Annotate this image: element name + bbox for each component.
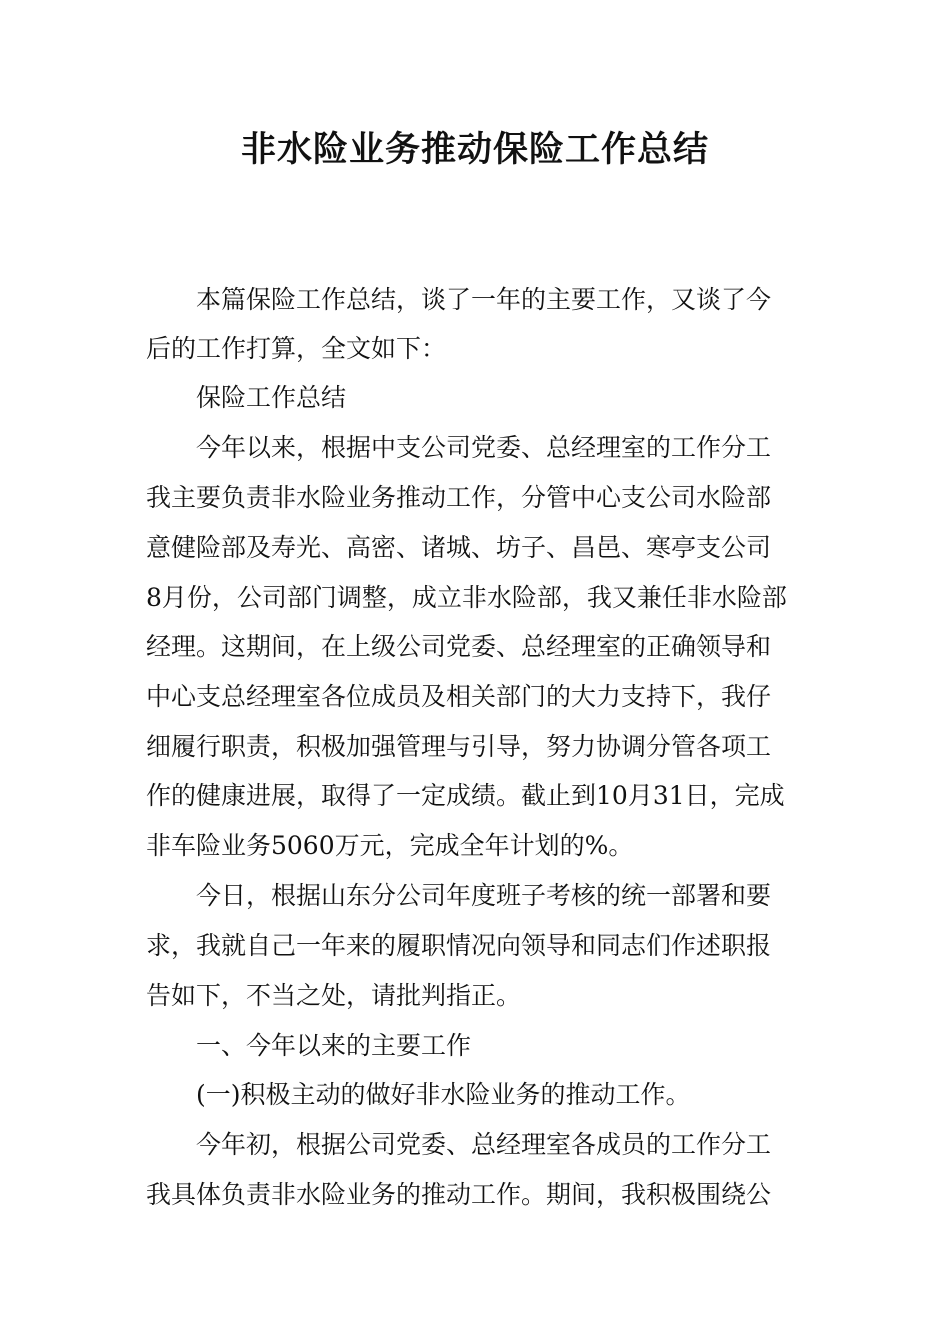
paragraph-line: 非车险业务5060万元，完成全年计划的%。 bbox=[146, 831, 634, 860]
document-title: 非水险业务推动保险工作总结 bbox=[240, 130, 709, 170]
paragraph-line: 8月份，公司部门调整，成立非水险部，我又兼任非水险部 bbox=[146, 583, 787, 612]
paragraph-line: 今日，根据山东分公司年度班子考核的统一部署和要 bbox=[196, 881, 772, 910]
paragraph-line: 本篇保险工作总结，谈了一年的主要工作，又谈了今 bbox=[196, 285, 772, 314]
paragraph-line: 经理。这期间，在上级公司党委、总经理室的正确领导和 bbox=[146, 632, 772, 661]
paragraph-line: 中心支总经理室各位成员及相关部门的大力支持下，我仔 bbox=[146, 682, 772, 711]
paragraph-line: 作的健康进展，取得了一定成绩。截止到10月31日，完成 bbox=[146, 781, 785, 810]
paragraph-line: 我主要负责非水险业务推动工作，分管中心支公司水险部 bbox=[146, 483, 772, 512]
paragraph-line: 今年初，根据公司党委、总经理室各成员的工作分工 bbox=[196, 1130, 772, 1159]
paragraph-line: 后的工作打算，全文如下： bbox=[146, 334, 447, 363]
paragraph-line: 今年以来，根据中支公司党委、总经理室的工作分工 bbox=[196, 433, 772, 462]
paragraph-line: 告如下，不当之处，请批判指正。 bbox=[146, 981, 522, 1010]
paragraph-line: 细履行职责，积极加强管理与引导，努力协调分管各项工 bbox=[146, 732, 772, 761]
subsection-heading: (一)积极主动的做好非水险业务的推动工作。 bbox=[196, 1080, 691, 1109]
paragraph-line: 意健险部及寿光、高密、诸城、坊子、昌邑、寒亭支公司 bbox=[146, 533, 772, 562]
paragraph-line: 我具体负责非水险业务的推动工作。期间，我积极围绕公 bbox=[146, 1180, 772, 1209]
paragraph-line: 求，我就自己一年来的履职情况向领导和同志们作述职报 bbox=[146, 931, 772, 960]
section-heading: 保险工作总结 bbox=[196, 383, 347, 412]
section-heading: 一、今年以来的主要工作 bbox=[196, 1031, 472, 1060]
